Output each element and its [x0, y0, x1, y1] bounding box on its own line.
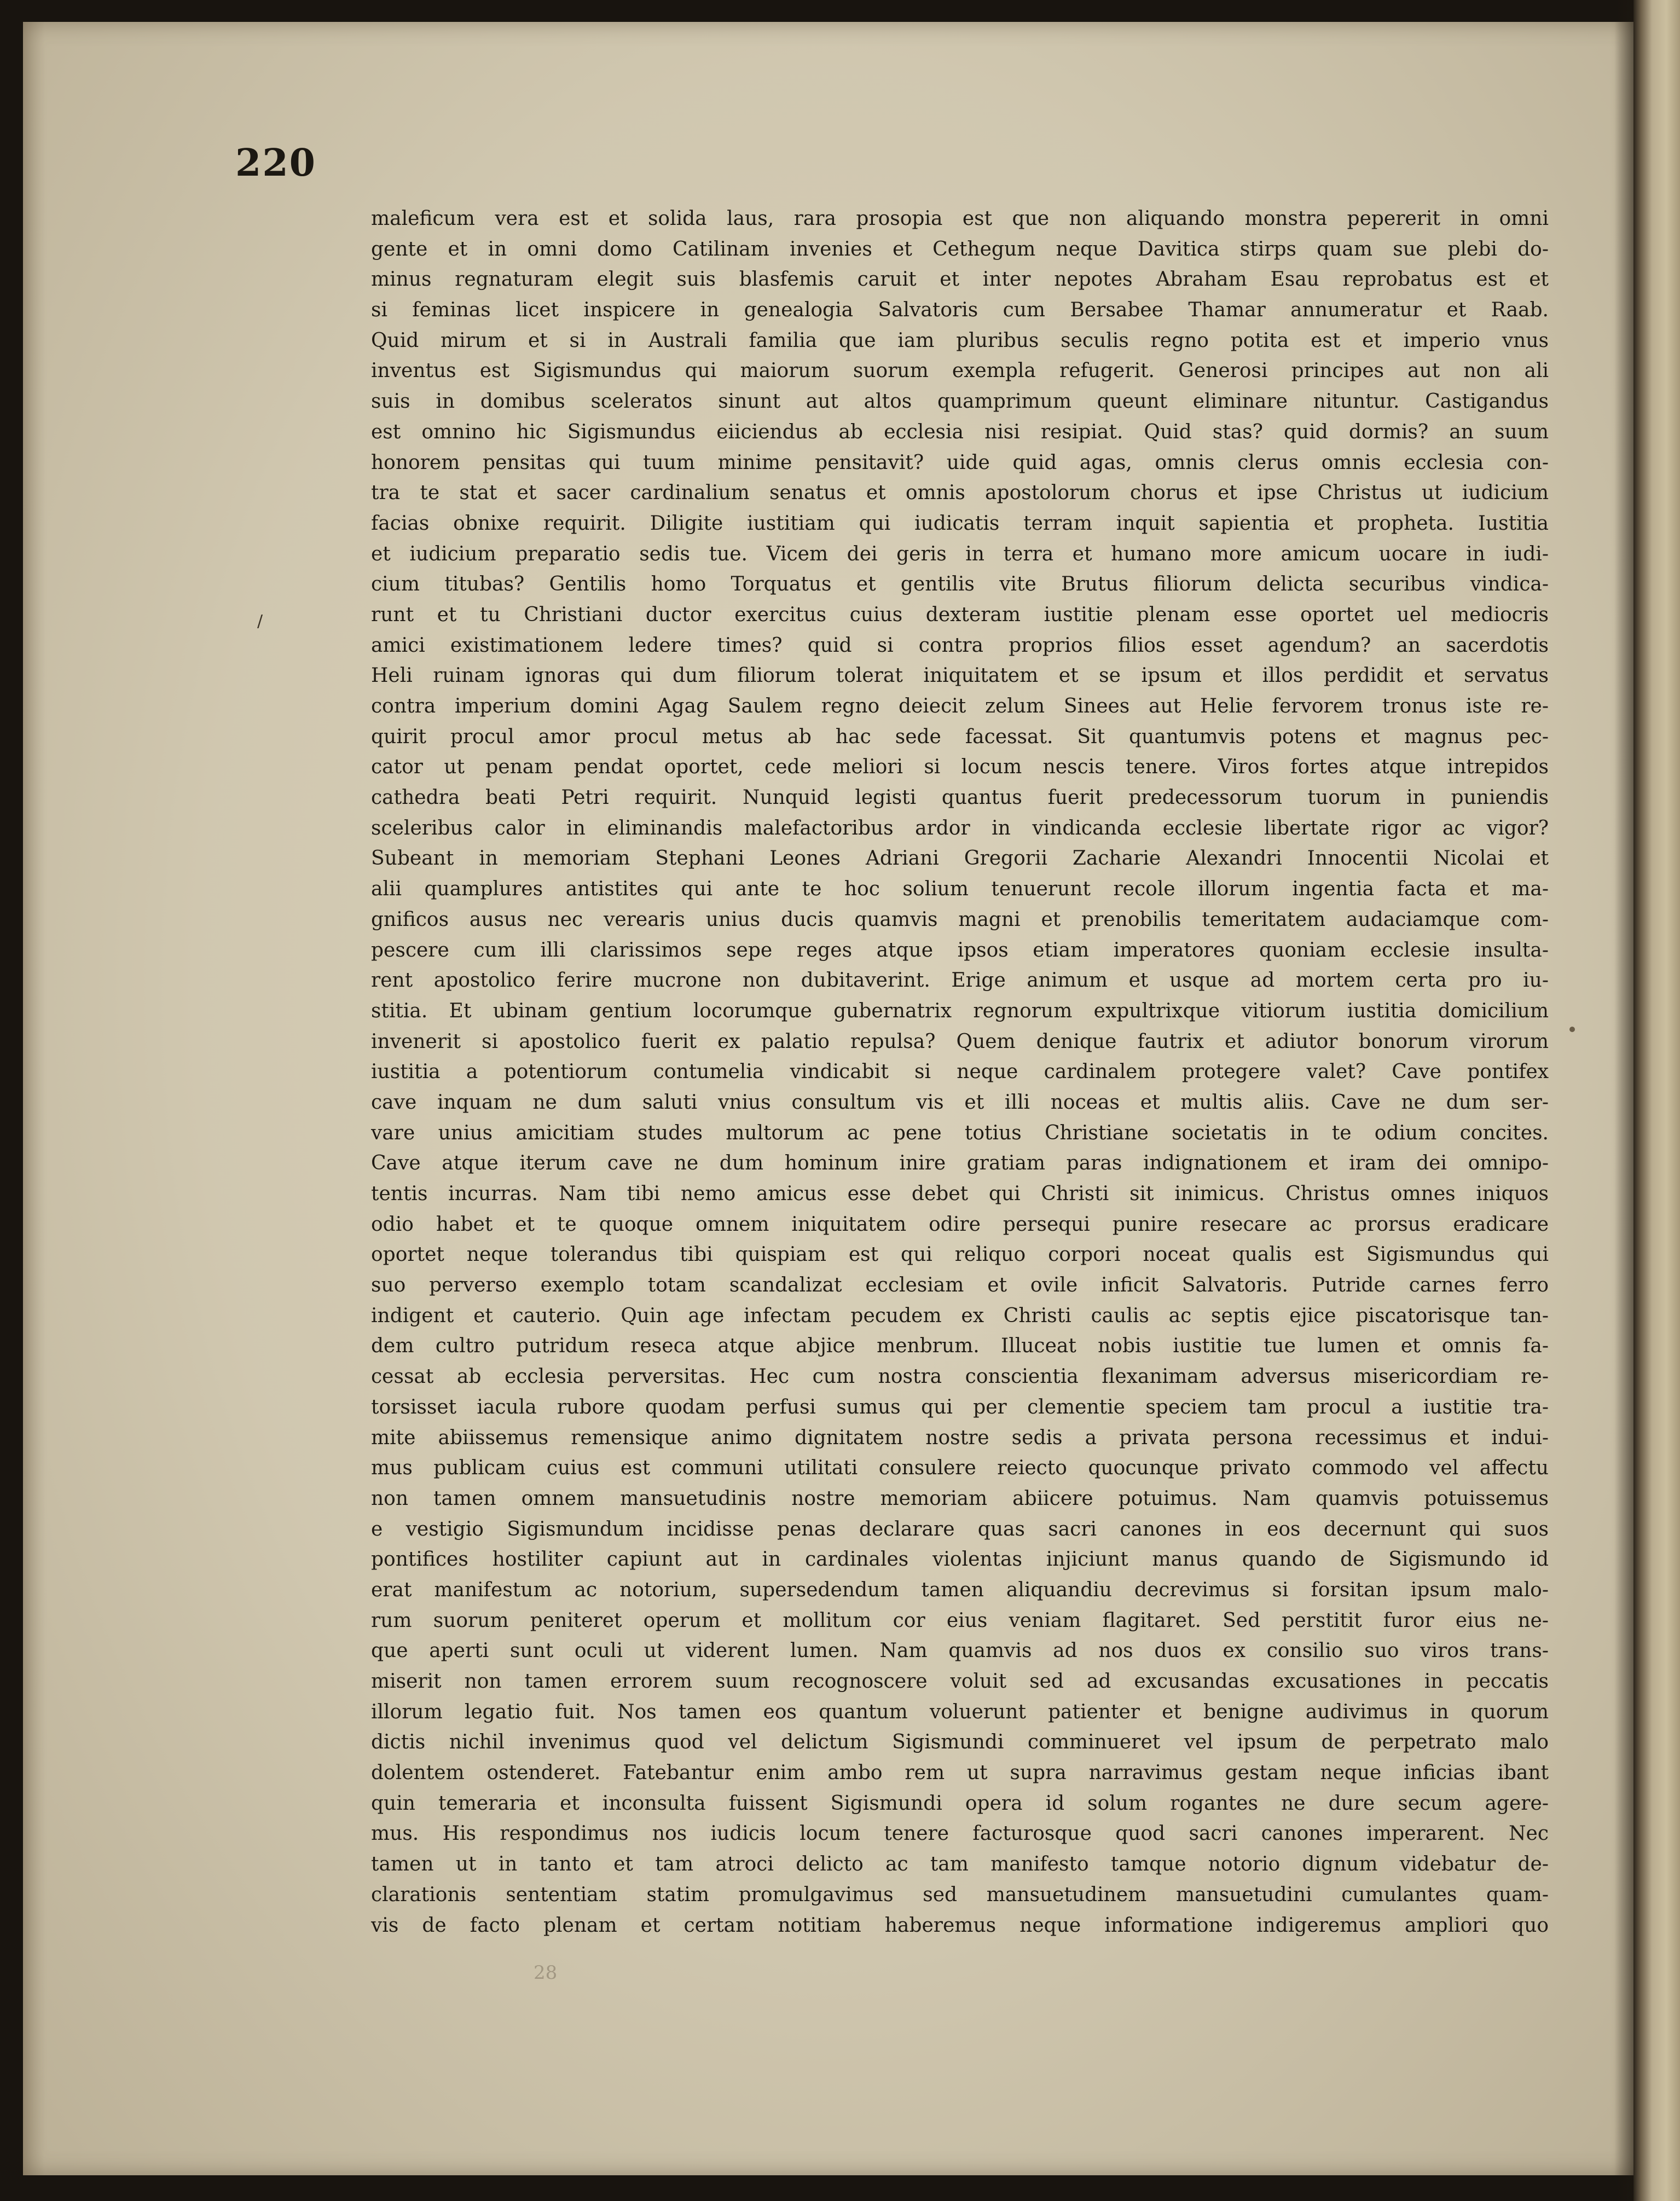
ink-spot [1569, 1027, 1575, 1032]
text-line: indigent et cauterio. Quin age infectam pecudem ex Christi caulis ac septis ejice piscatorisque tan- [371, 1304, 1549, 1327]
text-line: Subeant in memoriam Stephani Leones Adriani Gregorii Zacharie Alexandri Innocentii Nicolai et [371, 847, 1549, 870]
text-line: cathedra beati Petri requirit. Nunquid legisti quantus fuerit predecessorum tuorum in puniendis [371, 786, 1549, 809]
text-line: quirit procul amor procul metus ab hac sede facessat. Sit quantumvis potens et magnus pec- [371, 725, 1549, 748]
text-line: et iudicium preparatio sedis tue. Vicem dei geris in terra et humano more amicum uocare in iudi- [371, 542, 1549, 565]
text-line: facias obnixe requirit. Diligite iustitiam qui iudicatis terram inquit sapientia et propheta. Iustitia [371, 512, 1549, 535]
text-line: suo perverso exemplo totam scandalizat ecclesiam et ovile inficit Salvatoris. Putride carnes ferro [371, 1274, 1549, 1297]
text-line: mite abiissemus remensique animo dignitatem nostre sedis a privata persona recessimus et indui- [371, 1426, 1549, 1449]
text-line: gnificos ausus nec verearis unius ducis quamvis magni et prenobilis temeritatem audaciamque com- [371, 908, 1549, 931]
adjacent-page-edge [1633, 0, 1680, 2201]
text-line: Quid mirum et si in Australi familia que iam pluribus seculis regno potita est et imperio vnus [371, 329, 1549, 352]
text-line: odio habet et te quoque omnem iniquitatem odire persequi punire resecare ac prorsus eradicare [371, 1213, 1549, 1236]
text-line: sceleribus calor in eliminandis malefactoribus ardor in vindicanda ecclesie libertate rigor ac vigor? [371, 816, 1549, 839]
text-line: Heli ruinam ignoras qui dum filiorum tolerat iniquitatem et se ipsum et illos perdidit et servatus [371, 664, 1549, 687]
body-text [371, 204, 1549, 1941]
text-line: dolentem ostenderet. Fatebantur enim ambo rem ut supra narravimus gestam neque inficias ibant [371, 1762, 1549, 1785]
text-line: si feminas licet inspicere in genealogia Salvatoris cum Bersabee Thamar annumeratur et Raab. [371, 299, 1549, 322]
margin-mark: / [257, 612, 263, 631]
text-line: suis in domibus sceleratos sinunt aut altos quamprimum queunt eliminare nituntur. Castigandus [371, 390, 1549, 413]
text-line: quin temeraria et inconsulta fuissent Sigismundi opera id solum rogantes ne dure secum agere- [371, 1792, 1549, 1815]
text-line: vis de facto plenam et certam notitiam haberemus neque informatione indigeremus ampliori quo [371, 1914, 1549, 1937]
faint-bleed-through-mark: 28 [534, 1962, 558, 1984]
text-line: rent apostolico ferire mucrone non dubitaverint. Erige animum et usque ad mortem certa pro iu- [371, 969, 1549, 992]
text-line: mus publicam cuius est communi utilitati consulere reiecto quocunque privato commodo vel affectu [371, 1457, 1549, 1480]
text-line: iustitia a potentiorum contumelia vindicabit si neque cardinalem protegere valet? Cave pontifex [371, 1061, 1549, 1084]
page-number: 220 [235, 141, 316, 185]
text-line: e vestigio Sigismundum incidisse penas declarare quas sacri canones in eos decernunt qui suos [371, 1517, 1549, 1540]
text-line: cave inquam ne dum saluti vnius consultum vis et illi noceas et multis aliis. Cave ne dum ser- [371, 1091, 1549, 1114]
text-line: runt et tu Christiani ductor exercitus cuius dexteram iustitie plenam esse oportet uel mediocris [371, 603, 1549, 626]
text-line: stitia. Et ubinam gentium locorumque gubernatrix regnorum expultrixque vitiorum iustitia domicilium [371, 999, 1549, 1022]
text-line: cium titubas? Gentilis homo Torquatus et gentilis vite Brutus filiorum delicta securibus vindica- [371, 573, 1549, 596]
text-line: tamen ut in tanto et tam atroci delicto ac tam manifesto tamque notorio dignum videbatur de- [371, 1853, 1549, 1876]
text-line: non tamen omnem mansuetudinis nostre memoriam abiicere potuimus. Nam quamvis potuissemus [371, 1487, 1549, 1510]
text-line: vare unius amicitiam studes multorum ac pene totius Christiane societatis in te odium concites. [371, 1121, 1549, 1144]
text-line: honorem pensitas qui tuum minime pensitavit? uide quid agas, omnis clerus omnis ecclesia con- [371, 451, 1549, 474]
text-line: est omnino hic Sigismundus eiiciendus ab ecclesia nisi resipiat. Quid stas? quid dormis? an suum [371, 420, 1549, 443]
text-line: dictis nichil invenimus quod vel delictum Sigismundi comminueret vel ipsum de perpetrato malo [371, 1731, 1549, 1754]
text-line: oportet neque tolerandus tibi quispiam est qui reliquo corpori noceat qualis est Sigismundus qui [371, 1243, 1549, 1266]
text-line: cessat ab ecclesia perversitas. Hec cum nostra conscientia flexanimam adversus misericordiam re- [371, 1365, 1549, 1388]
text-line: rum suorum peniteret operum et mollitum cor eius veniam flagitaret. Sed perstitit furor eius ne- [371, 1609, 1549, 1632]
text-line: erat manifestum ac notorium, supersedendum tamen aliquandiu decrevimus si forsitan ipsum malo- [371, 1578, 1549, 1601]
text-line: maleficum vera est et solida laus, rara prosopia est que non aliquando monstra pepererit in omni [371, 207, 1549, 230]
text-line: pescere cum illi clarissimos sepe reges atque ipsos etiam imperatores quoniam ecclesie insulta- [371, 939, 1549, 962]
text-line: illorum legatio fuit. Nos tamen eos quantum voluerunt patienter et benigne audivimus in quorum [371, 1700, 1549, 1723]
text-line: alii quamplures antistites qui ante te hoc solium tenuerunt recole illorum ingentia facta et ma- [371, 878, 1549, 901]
text-line: torsisset iacula rubore quodam perfusi sumus qui per clementie speciem tam procul a iustitie tra- [371, 1395, 1549, 1418]
text-line: que aperti sunt oculi ut viderent lumen. Nam quamvis ad nos duos ex consilio suo viros trans- [371, 1640, 1549, 1663]
text-line: inventus est Sigismundus qui maiorum suorum exempla refugerit. Generosi principes aut non ali [371, 360, 1549, 383]
gutter-shadow [1614, 0, 1636, 2201]
text-line: miserit non tamen errorem suum recognoscere voluit sed ad excusandas excusationes in peccatis [371, 1670, 1549, 1693]
text-line: invenerit si apostolico fuerit ex palatio repulsa? Quem denique fautrix et adiutor bonorum virorum [371, 1030, 1549, 1053]
text-line: mus. His respondimus nos iudicis locum tenere facturosque quod sacri canones imperarent. Nec [371, 1822, 1549, 1845]
text-line: gente et in omni domo Catilinam invenies et Cethegum neque Davitica stirps quam sue plebi do- [371, 238, 1549, 260]
text-line: cator ut penam pendat oportet, cede meliori si locum nescis tenere. Viros fortes atque intrepidos [371, 756, 1549, 779]
text-line: amici existimationem ledere times? quid si contra proprios filios esset agendum? an sacerdotis [371, 634, 1549, 657]
text-line: minus regnaturam elegit suis blasfemis caruit et inter nepotes Abraham Esau reprobatus est et [371, 268, 1549, 291]
text-line: contra imperium domini Agag Saulem regno deiecit zelum Sinees aut Helie fervorem tronus iste re- [371, 695, 1549, 717]
text-line: Cave atque iterum cave ne dum hominum inire gratiam paras indignationem et iram dei omnipo- [371, 1152, 1549, 1175]
text-line: clarationis sententiam statim promulgavimus sed mansuetudinem mansuetudini cumulantes quam- [371, 1883, 1549, 1906]
text-line: dem cultro putridum reseca atque abjice menbrum. Illuceat nobis iustitie tue lumen et omnis fa- [371, 1335, 1549, 1358]
text-line: tra te stat et sacer cardinalium senatus et omnis apostolorum chorus et ipse Christus ut iudicium [371, 482, 1549, 505]
text-line: tentis incurras. Nam tibi nemo amicus esse debet qui Christi sit inimicus. Christus omnes iniquos [371, 1183, 1549, 1205]
text-line: pontifices hostiliter capiunt aut in cardinales violentas injiciunt manus quando de Sigismundo id [371, 1548, 1549, 1571]
